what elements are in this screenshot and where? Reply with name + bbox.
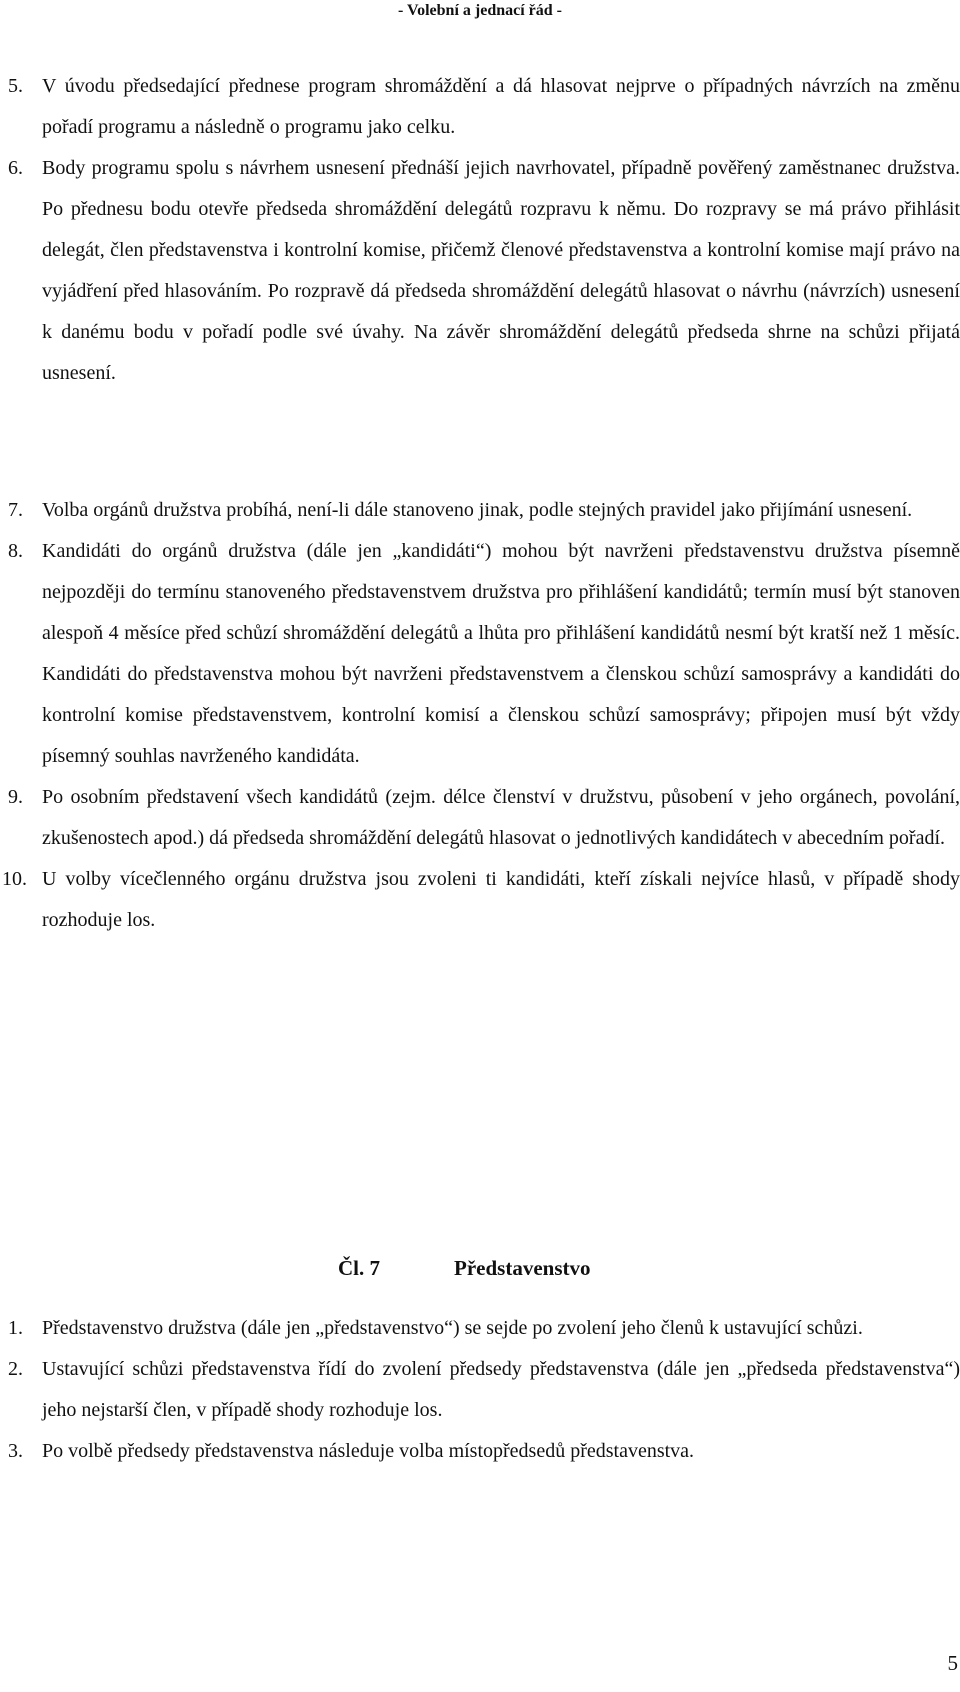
list-item — [0, 1431, 960, 1472]
item-text: V úvodu předsedající přednese program shromáždění a dá hlasovat nejprve o případných návrzích na změnu pořadí programu a následně o programu jako celku. — [42, 75, 960, 138]
paragraph-list-a — [0, 66, 960, 394]
item-number: 8. — [8, 540, 23, 562]
list-item — [0, 531, 960, 777]
item-number: 9. — [8, 786, 23, 808]
item-text: Volba orgánů družstva probíhá, není-li dále stanoveno jinak, podle stejných pravidel jako přijímání usnesení. — [42, 499, 913, 521]
list-item — [0, 490, 960, 531]
item-number: 10. — [2, 868, 27, 890]
article-title: Představenstvo — [454, 1256, 591, 1280]
item-text: Po osobním představení všech kandidátů (zejm. délce členství v družstvu, působení v jeho orgánech, povolání, zkušenostech apod.) dá předseda shromáždění delegátů hlasovat o jednotlivých kandidátech v abecedním pořadí. — [42, 786, 960, 849]
list-item — [0, 859, 960, 941]
list-item — [0, 777, 960, 859]
item-text: Představenstvo družstva (dále jen „představenstvo“) se sejde po zvolení jeho členů k ustavující schůzi. — [42, 1317, 863, 1339]
list-item — [0, 148, 960, 394]
item-text: U volby vícečlenného orgánu družstva jsou zvoleni ti kandidáti, kteří získali nejvíce hlasů, v případě shody rozhoduje los. — [42, 868, 960, 931]
item-number: 5. — [8, 75, 23, 97]
item-number: 1. — [8, 1317, 23, 1339]
article-number: Čl. 7 — [338, 1256, 380, 1280]
list-item — [0, 66, 960, 148]
item-number: 7. — [8, 499, 23, 521]
item-number: 3. — [8, 1440, 23, 1462]
item-text: Body programu spolu s návrhem usnesení přednáší jejich navrhovatel, případně pověřený zaměstnanec družstva. Po přednesu bodu otevře předseda shromáždění delegátů rozpravu k němu. Do rozpravy se má právo přihlásit delegát, člen představenstva i kontrolní komise, přičemž členové představenstva a kontrolní komise mají právo na vyjádření před hlasováním. Po rozpravě dá předseda shromáždění delegátů hlasovat o návrhu (návrzích) usnesení k danému bodu v pořadí podle své úvahy. Na závěr shromáždění delegátů předseda shrne na schůzi přijatá usnesení. — [42, 157, 960, 384]
item-number: 6. — [8, 157, 23, 179]
list-item — [0, 1349, 960, 1431]
page-header: - Volební a jednací řád - — [397, 2, 562, 19]
item-number: 2. — [8, 1358, 23, 1380]
item-text: Ustavující schůzi představenstva řídí do zvolení předsedy představenstva (dále jen „předseda představenstva“) jeho nejstarší člen, v případě shody rozhoduje los. — [42, 1358, 960, 1421]
paragraph-list-b — [0, 490, 960, 941]
item-text: Po volbě předsedy představenstva následuje volba místopředsedů představenstva. — [42, 1440, 695, 1462]
page-number: 5 — [947, 1651, 958, 1675]
item-text: Kandidáti do orgánů družstva (dále jen „kandidáti“) mohou být navrženi představenstvu družstva písemně nejpozději do termínu stanoveného představenstvem družstva pro přihlášení kandidátů; termín musí být stanoven alespoň 4 měsíce před schůzí shromáždění delegátů a lhůta pro přihlášení kandidátů nesmí být kratší než 1 měsíc. Kandidáti do představenstva mohou být navrženi představenstvem a členskou schůzí samosprávy a kandidáti do kontrolní komise představenstvem, kontrolní komisí a členskou schůzí samosprávy; připojen musí být vždy písemný souhlas navrženého kandidáta. — [42, 540, 960, 767]
paragraph-list-c — [0, 1308, 960, 1472]
list-item — [0, 1308, 960, 1349]
